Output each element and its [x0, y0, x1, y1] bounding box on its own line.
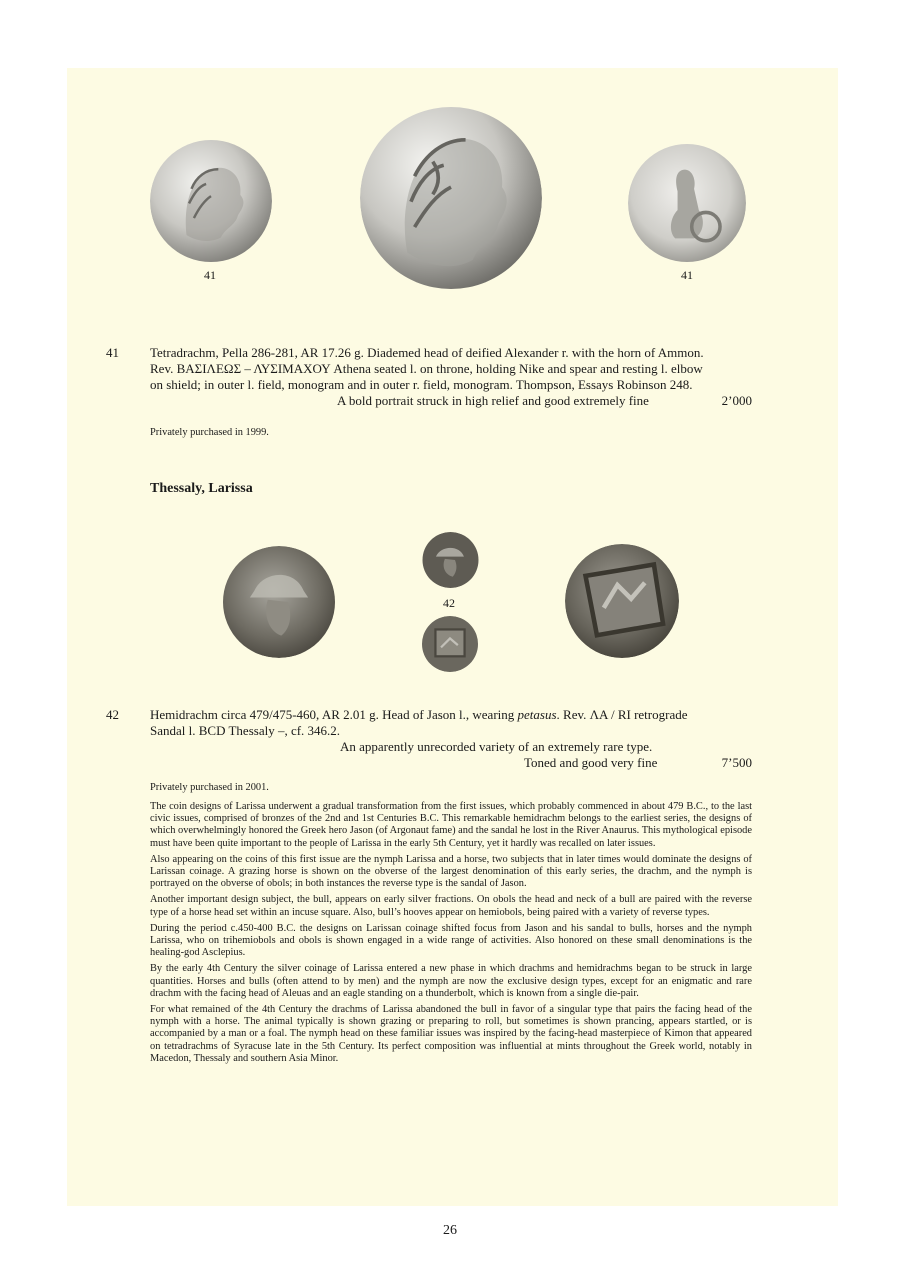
lot-42-provenance: Privately purchased in 2001.	[150, 782, 269, 793]
coin-41-label-left: 41	[204, 268, 216, 282]
lot-41-description	[150, 345, 752, 393]
commentary-paragraph: The coin designs of Larissa underwent a gradual transformation from the first issues, which probably commenced in about 479 B.C., to the last civic issues, comprised of bronzes of the 2nd and 1st Centuries B.C. This remarkable hemidrachm belongs to the earliest series, the designs of which overwhelmingly honored the Greek hero Jason (of Argonaut fame) and the sandal he lost in the River Anaurus. This mythological episode must have been quite important to the people of Larissa in the early 5th Century, yet it hardly was recalled on later issues.	[150, 801, 752, 849]
lot-42-price: 7’500	[721, 755, 752, 770]
coin-41-obverse-small	[150, 139, 272, 263]
lot-42-grade: Toned and good very fine	[524, 755, 658, 770]
commentary-paragraph: Also appearing on the coins of this first issue are the nymph Larissa and a horse, two subjects that in later times would dominate the designs of Larissan coinage. A grazing horse is shown on the obverse of the largest denomination of this early series, the drachm, and the nymph is portrayed on the obverse of obols; in both instances the reverse type is the sandal of Jason.	[150, 853, 752, 890]
coin-41-label-right: 41	[681, 268, 693, 282]
lot-42-note: An apparently unrecorded variety of an extremely rare type.	[340, 739, 653, 754]
lot-42-description-part: Hemidrachm circa 479/475-460, AR 2.01 g. Head of Jason l., wearing	[150, 707, 518, 722]
commentary-paragraph: Another important design subject, the bull, appears on early silver fractions. On obols the head and neck of a bull are paired with the reverse type of a horse head set within an incuse square. Also, bull’s hooves appear on hemiobols, being paired with a variety of reverse types.	[150, 894, 752, 918]
lot-42-number: 42	[106, 707, 119, 722]
coin-41-obverse-large	[360, 106, 542, 290]
lot-42-description	[150, 707, 752, 739]
commentary-paragraph: By the early 4th Century the silver coinage of Larissa entered a new phase in which drachms and hemidrachms began to be struck in large quantities. Horses and bulls (often attend to by men) and the nymph are now the exclusive design types, except for an enigmatic and rare drachm with the facing head of Aleuas and an eagle standing on a thunderbolt, which is known from a single die-pair.	[150, 963, 752, 999]
lot-41-provenance: Privately purchased in 1999.	[150, 427, 269, 438]
commentary-paragraph: During the period c.450-400 B.C. the designs on Larissan coinage shifted focus from Jason and his sandal to bulls, horses and the nymph Larissa, who on trihemiobols and obols is shown engaged in a wide range of activities. Also honored on these small denominations is the healing-god Asclepius.	[150, 922, 752, 959]
coin-41-reverse	[628, 143, 746, 263]
lot-41-description-line: on shield; in outer l. field, monogram and in outer r. field, monogram. Thompson, Essays Robinson 248.	[150, 377, 693, 392]
lot-41-price: 2’000	[721, 393, 752, 408]
commentary-paragraph: For what remained of the 4th Century the drachms of Larissa abandoned the bull in favor of a singular type that pairs the facing head of the nymph with a horse. The animal typically is shown grazing or preparing to roll, but sometimes is shown prancing, appears startled, or is accompanied by a man or a foal. The nymph head on these familiar issues was inspired by the facing-head masterpiece of Kimon that appeared on tetradrachms of Syracuse late in the 5th Century. Its perfect composition was influential at mints throughout the Greek world, notably in Macedon, Thessaly and southern Asia Minor.	[150, 1004, 752, 1064]
lot-42-description-line: Sandal l. BCD Thessaly –, cf. 346.2.	[150, 723, 341, 738]
coin-42-obverse-small	[422, 532, 479, 588]
page-number: 26	[443, 1223, 457, 1238]
lot-42-commentary	[150, 801, 752, 1069]
coin-42-reverse-small	[421, 616, 479, 672]
lot-42-description-emphasis: petasus	[517, 707, 557, 722]
lot-41-description-line: Tetradrachm, Pella 286-281, AR 17.26 g. Diademed head of deified Alexander r. with the horn of Ammon.	[150, 345, 704, 360]
lot-41-number: 41	[106, 345, 119, 360]
section-heading: Thessaly, Larissa	[150, 481, 253, 496]
coin-42-obverse-large	[222, 546, 336, 658]
lot-42-description-part: . Rev. ΛΑ / RI retrograde	[556, 707, 688, 722]
lot-41-grade: A bold portrait struck in high relief and good extremely fine	[337, 393, 649, 408]
lot-42-description-line	[150, 707, 752, 723]
lot-41-description-line: Rev. ΒΑΣΙΛΕΩΣ – ΛΥΣΙΜΑΧΟΥ Athena seated l. on throne, holding Nike and spear and resting l. elbow	[150, 361, 703, 376]
coin-42-label: 42	[443, 596, 455, 610]
coin-42-reverse-large	[565, 544, 679, 658]
